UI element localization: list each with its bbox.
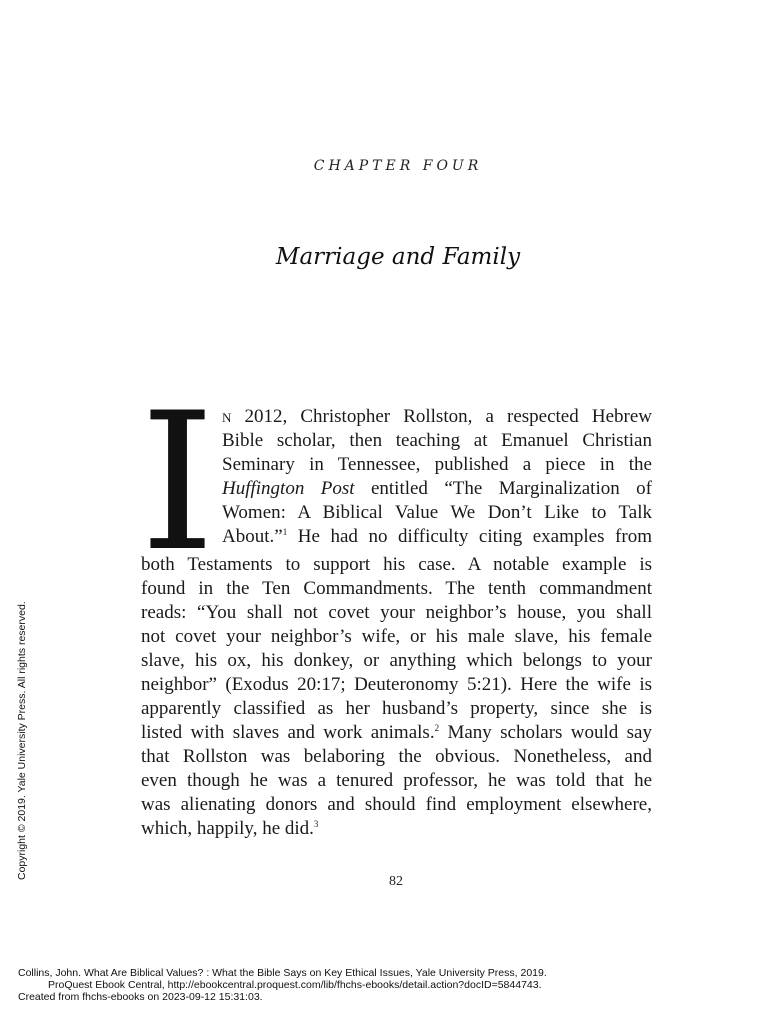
opening-paragraph	[222, 405, 652, 549]
citation-line: Collins, John. What Are Biblical Values? : What the Bible Says on Key Ethical Issues, Yale University Press, 2019.	[18, 967, 547, 979]
text-line	[141, 721, 652, 745]
text-line: that Rollston was belaboring the obvious. Nonetheless, and	[141, 746, 652, 767]
chapter-label: CHAPTER FOUR	[313, 158, 483, 174]
italic-title: Huffington Post	[222, 478, 355, 499]
copyright-notice: Copyright © 2019. Yale University Press. All rights reserved.	[16, 601, 28, 880]
text-line: even though he was a tenured professor, he was told that he	[141, 770, 652, 791]
text-line: was alienating donors and should find employment elsewhere,	[141, 794, 652, 815]
citation-link-line[interactable]: ProQuest Ebook Central, http://ebookcentral.proquest.com/lib/fhchs-ebooks/detail.action?docID=5844743.	[48, 979, 542, 991]
line-text: which, happily, he did.	[141, 818, 314, 839]
text-line	[141, 817, 652, 841]
text-line: both Testaments to support his case. A notable example is	[141, 554, 652, 575]
text-line	[222, 477, 652, 501]
text-line: neighbor” (Exodus 20:17; Deuteronomy 5:21). Here the wife is	[141, 674, 652, 695]
line-text: Many scholars would say	[439, 722, 652, 743]
line-text: About.”	[222, 526, 283, 547]
text-line: found in the Ten Commandments. The tenth commandment	[141, 578, 652, 599]
citation-line: Created from fhchs-ebooks on 2023-09-12 15:31:03.	[18, 991, 263, 1003]
footnote-marker[interactable]: 3	[313, 819, 319, 829]
drop-cap: I	[140, 372, 216, 593]
line-text: entitled “The Marginalization of	[354, 478, 652, 499]
line-text: listed with slaves and work animals.	[141, 722, 435, 743]
line-text: 2012, Christopher Rollston, a respected Hebrew	[231, 406, 652, 427]
text-line	[222, 525, 652, 549]
chapter-title: Marriage and Family	[275, 244, 521, 270]
text-line: not covet your neighbor’s wife, or his male slave, his female	[141, 626, 652, 647]
text-line: Seminary in Tennessee, published a piece in the	[222, 454, 652, 475]
text-line: reads: “You shall not covet your neighbor’s house, you shall	[141, 602, 652, 623]
footnote-marker[interactable]: 2	[434, 723, 440, 733]
citation-footer	[18, 967, 547, 1003]
text-line: apparently classified as her husband’s property, since she is	[141, 698, 652, 719]
small-caps-text: n	[222, 406, 232, 427]
line-text: He had no difficulty citing examples from	[287, 526, 652, 547]
page-number: 82	[389, 874, 403, 889]
text-line: slave, his ox, his donkey, or anything which belongs to your	[141, 650, 652, 671]
body-paragraph	[141, 553, 652, 841]
text-line: Women: A Biblical Value We Don’t Like to Talk	[222, 502, 652, 523]
text-line	[222, 405, 652, 429]
text-line: Bible scholar, then teaching at Emanuel Christian	[222, 430, 652, 451]
footnote-marker[interactable]: 1	[282, 527, 288, 537]
